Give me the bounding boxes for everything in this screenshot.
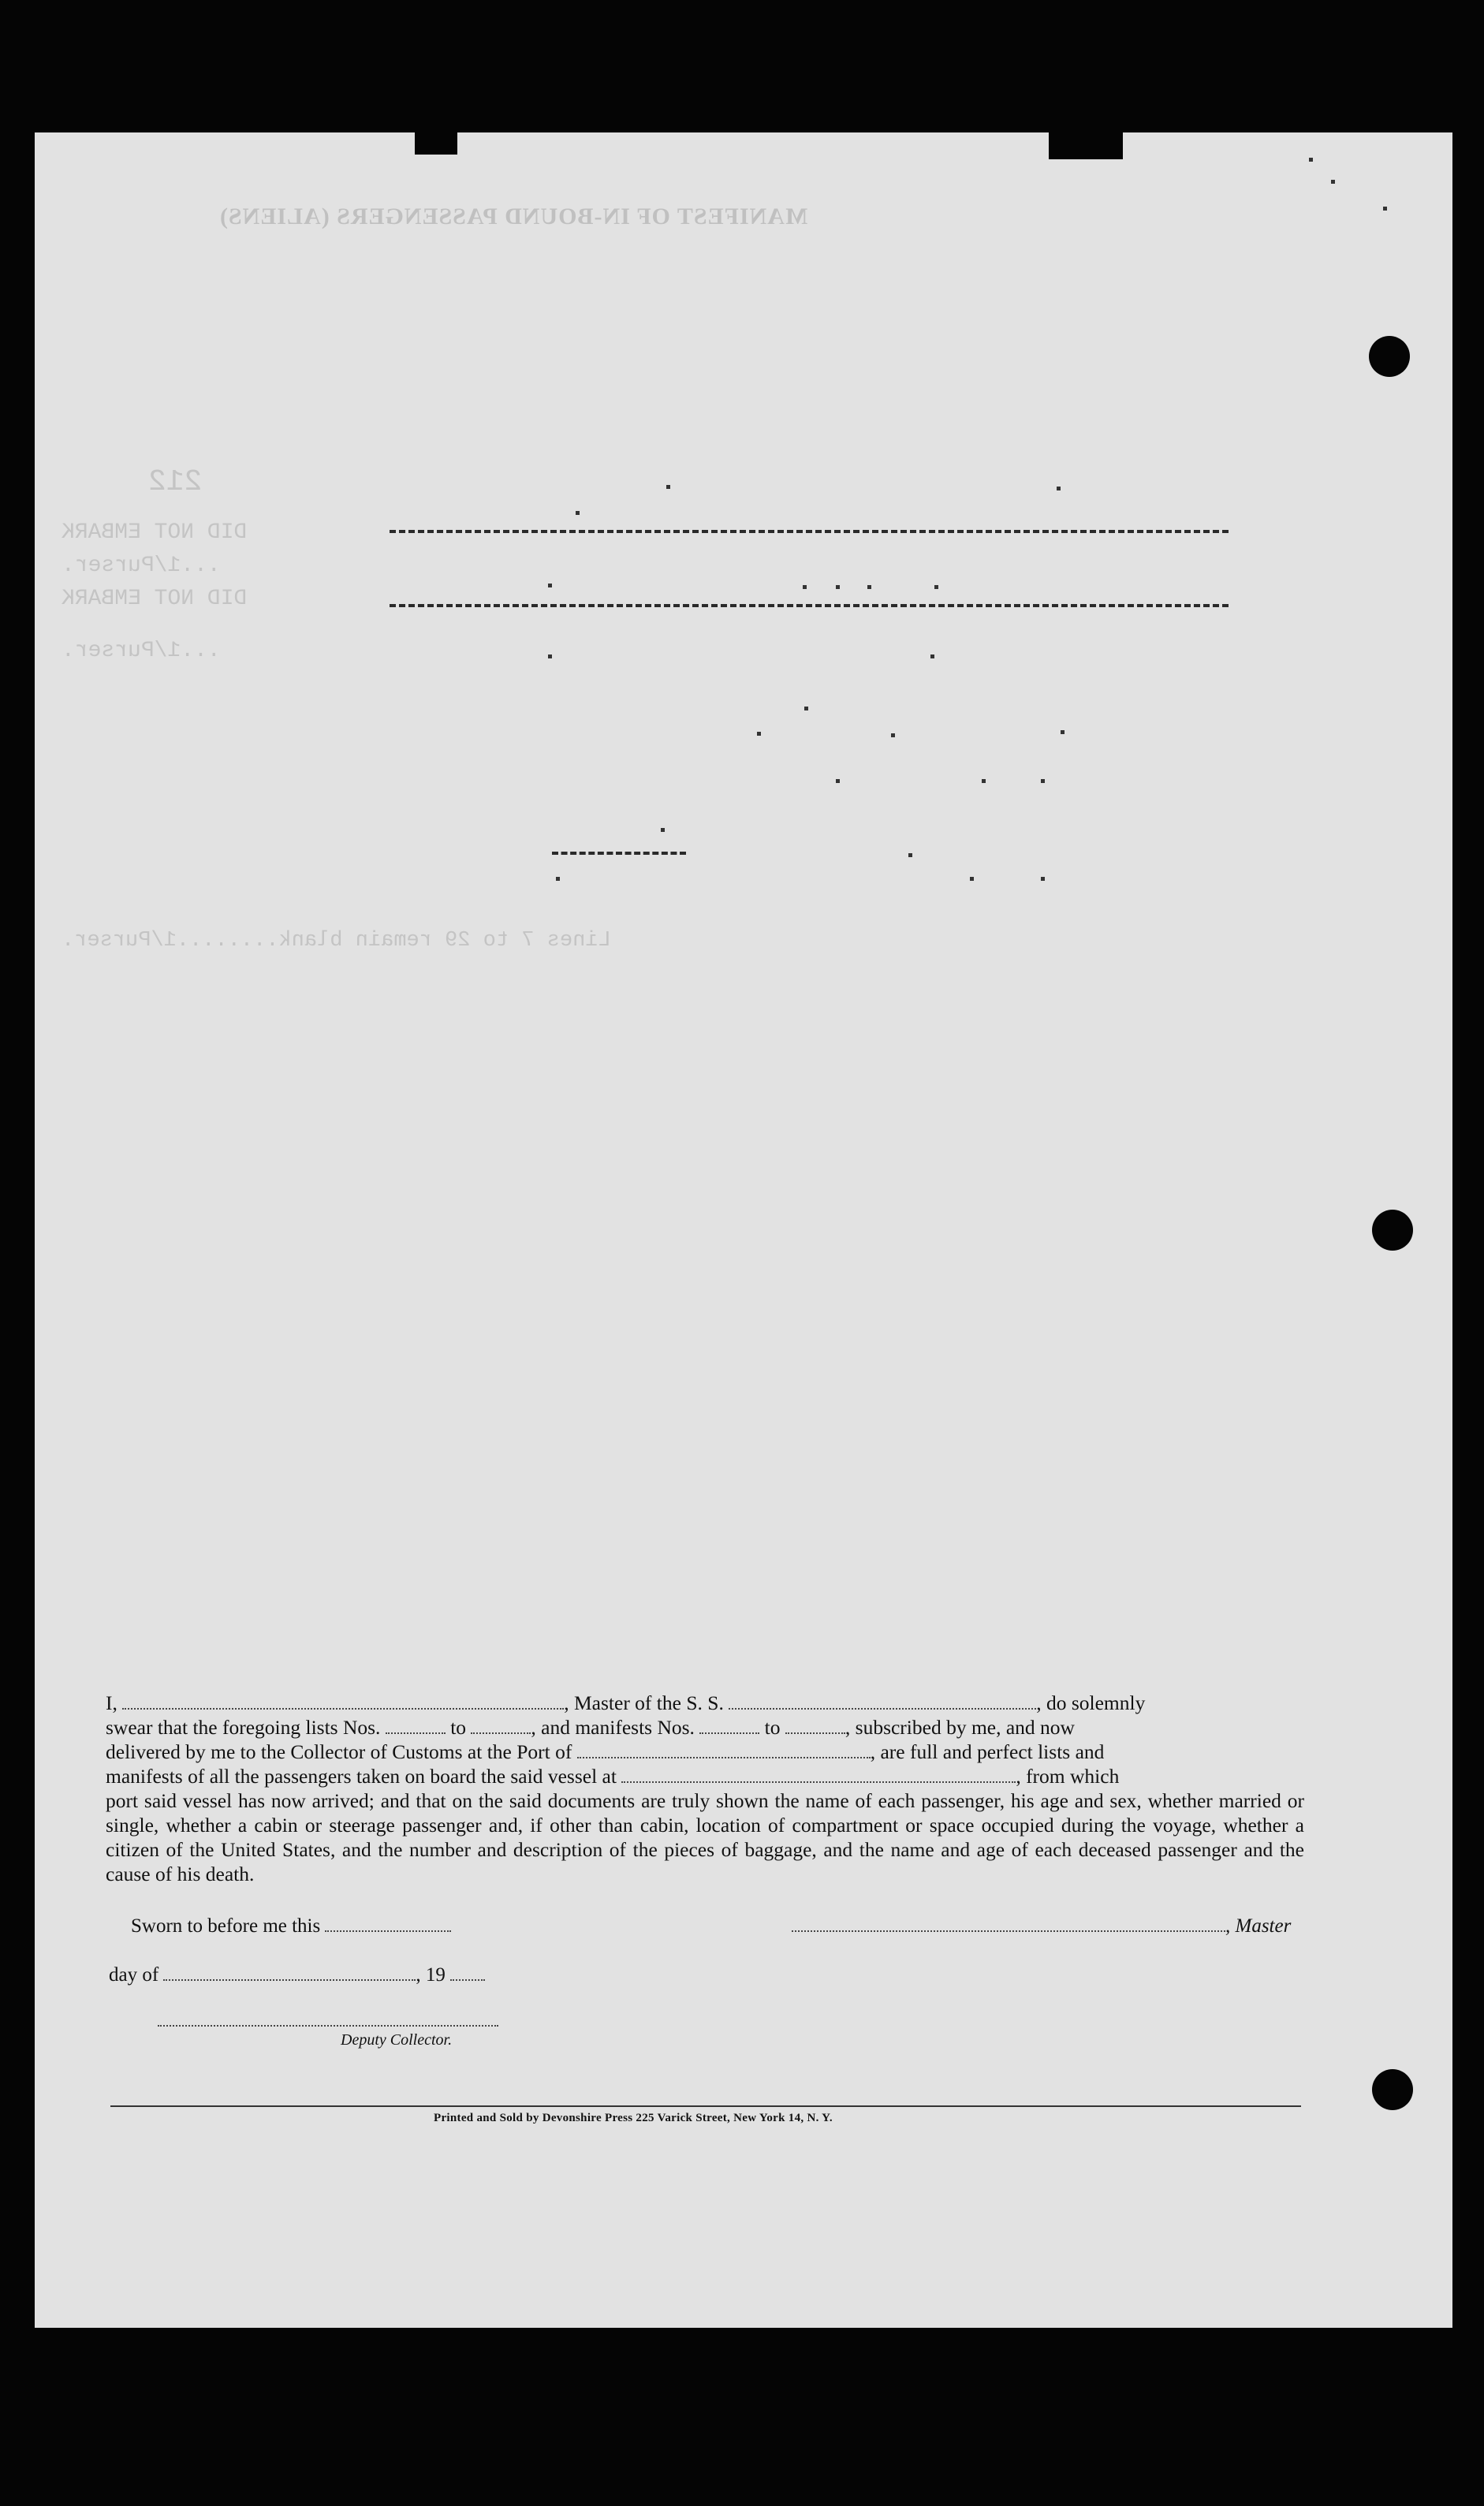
oath-line-4: manifests of all the passengers taken on board the said vessel at , from which: [106, 1765, 1120, 1788]
dot-mark: [836, 585, 840, 589]
blank-field: [122, 1692, 564, 1710]
dot-mark: [548, 654, 552, 658]
blank-field: [792, 1915, 1225, 1932]
binder-hole: [1369, 336, 1410, 377]
dot-mark: [1061, 730, 1065, 734]
dot-mark: [982, 779, 986, 783]
manifest-sheet: [35, 132, 1452, 2328]
dot-mark: [908, 853, 912, 857]
dot-mark: [661, 828, 665, 832]
dot-mark: [1331, 180, 1335, 184]
blank-field: [621, 1766, 1016, 1783]
bleed-through-line: ...1/Purser.: [62, 639, 221, 663]
bleed-through-line: DID NOT EMBARK: [62, 520, 248, 545]
deputy-collector-line: [158, 2009, 498, 2027]
oath-paragraph: [106, 1691, 1304, 1886]
dot-mark: [970, 877, 974, 881]
blank-field: [158, 2009, 498, 2027]
dot-mark: [556, 877, 560, 881]
dot-mark: [891, 733, 895, 737]
dot-mark: [930, 654, 934, 658]
dot-mark: [1041, 779, 1045, 783]
dot-mark: [1057, 487, 1061, 490]
bleed-through-line: 212: [148, 465, 203, 499]
dot-mark: [1041, 877, 1045, 881]
oath-line-2: swear that the foregoing lists Nos. to , and manifests Nos. to , subscribed by me, and now: [106, 1716, 1075, 1739]
printer-imprint: Printed and Sold by Devonshire Press 225 Varick Street, New York 14, N. Y.: [434, 2112, 833, 2124]
torn-edge-notch: [1049, 132, 1123, 159]
bleed-through-line: ...1/Purser.: [62, 554, 221, 578]
blank-field: [325, 1915, 451, 1932]
bleed-through-title: MANIFEST OF IN-BOUND PASSENGERS (ALIENS): [219, 203, 808, 229]
blank-field: [729, 1692, 1036, 1710]
dot-mark: [576, 511, 580, 515]
dot-mark: [1383, 207, 1387, 211]
oath-line-3: delivered by me to the Collector of Customs at the Port of , are full and perfect lists and: [106, 1740, 1105, 1763]
dot-mark: [867, 585, 871, 589]
torn-edge-notch: [415, 132, 457, 155]
blank-field: [785, 1717, 845, 1734]
dot-mark: [836, 779, 840, 783]
blank-field: [450, 1963, 485, 1981]
dashed-rule: [552, 852, 686, 855]
oath-body: port said vessel has now arrived; and that on the said documents are truly shown the name of each passenger, his age and sex, whether married or single, whether a cabin or steerage passenger and, if other than cabin, location of compartment or space occupied during the voyage, whether a citizen of the United States, and the number and description of the pieces of baggage, and the name and age of each deceased passenger and the cause of his death.: [106, 1789, 1304, 1885]
dot-mark: [548, 584, 552, 587]
blank-field: [577, 1741, 871, 1758]
dot-mark: [666, 485, 670, 489]
dashed-rule: [390, 604, 1229, 607]
sworn-line: Sworn to before me this: [131, 1915, 451, 1937]
binder-hole: [1372, 2069, 1413, 2110]
oath-line-1: I, , Master of the S. S. , do solemnly: [106, 1691, 1146, 1714]
dot-mark: [1309, 158, 1313, 162]
dot-mark: [757, 732, 761, 736]
date-line: day of , 19: [109, 1963, 485, 1986]
blank-field: [386, 1717, 446, 1734]
deputy-collector-label: Deputy Collector.: [341, 2031, 453, 2049]
blank-field: [471, 1717, 531, 1734]
footer-rule: [110, 2105, 1301, 2107]
bleed-through-line: DID NOT EMBARK: [62, 587, 248, 611]
blank-field: [163, 1963, 416, 1981]
dot-mark: [934, 585, 938, 589]
blank-field: [699, 1717, 759, 1734]
dashed-rule: [390, 530, 1229, 533]
dot-mark: [803, 585, 807, 589]
bleed-through-line: Lines 7 to 29 remain blank........1/Purser.: [62, 929, 611, 953]
master-signature-line: , Master: [792, 1915, 1291, 1937]
binder-hole: [1372, 1210, 1413, 1251]
dot-mark: [804, 707, 808, 710]
